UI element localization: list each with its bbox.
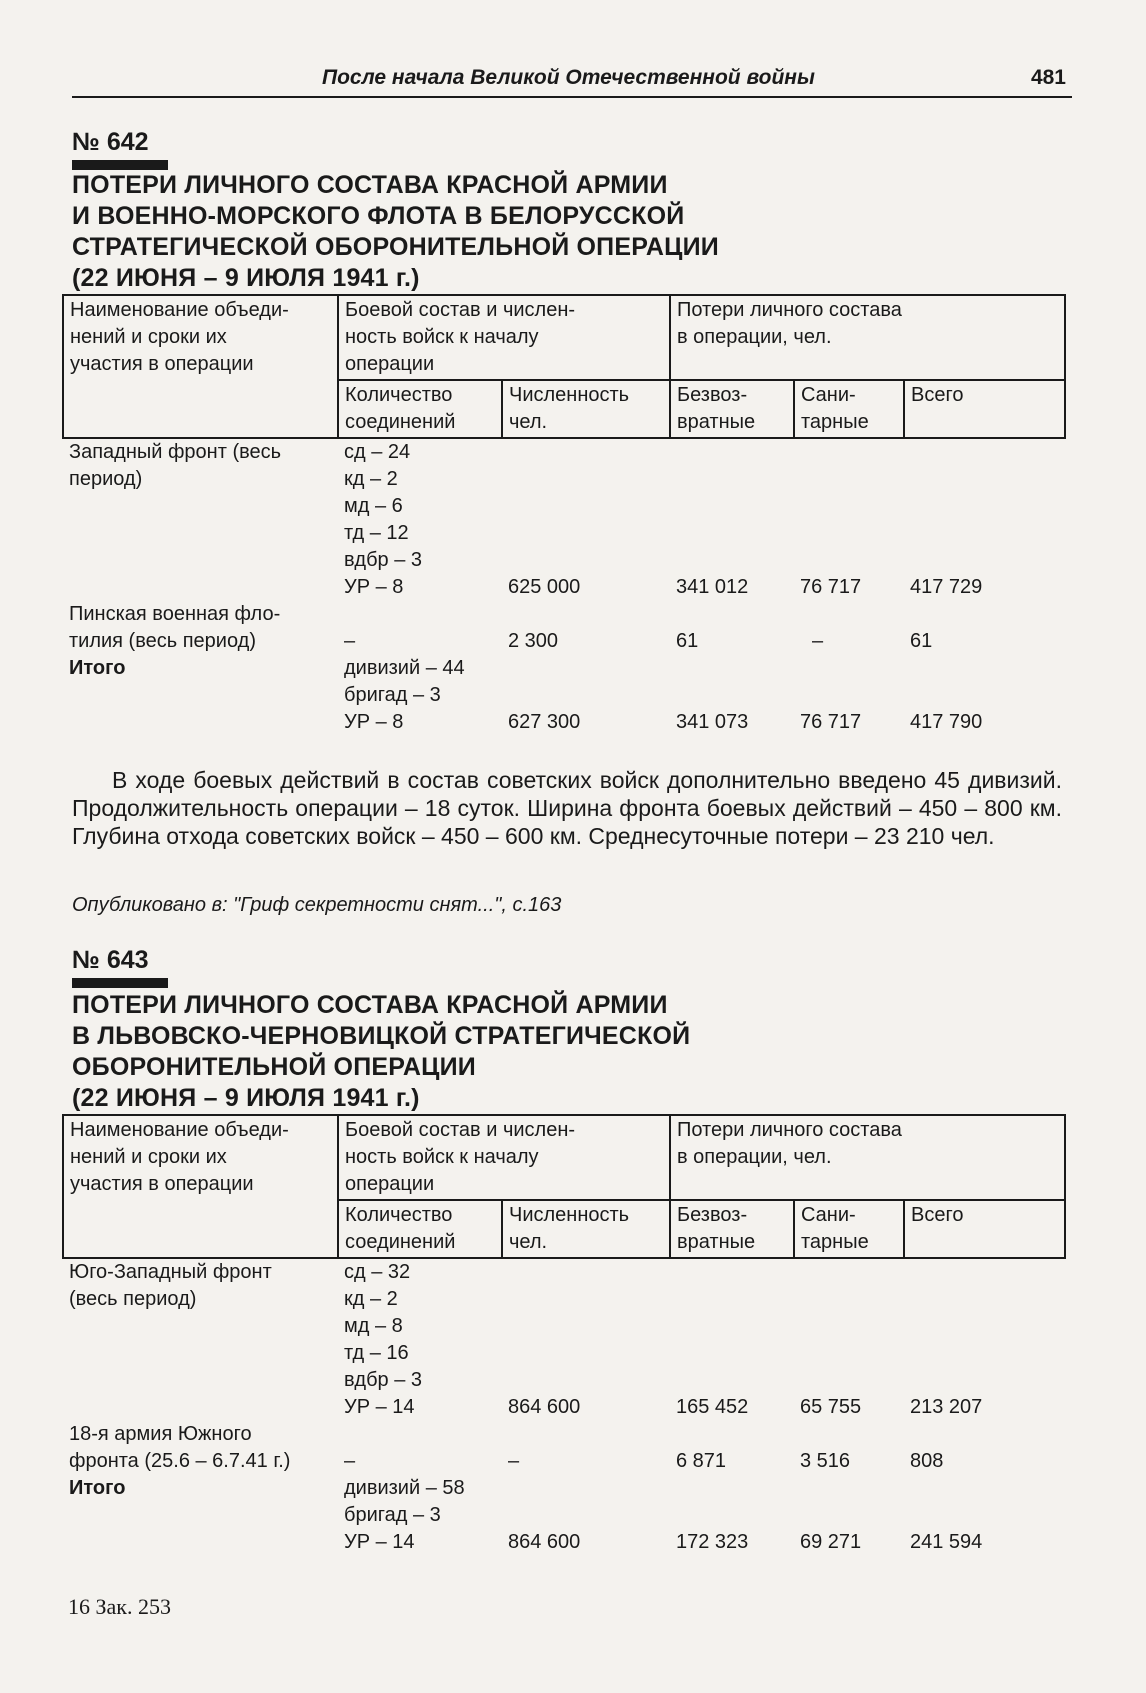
header-total: Всего	[904, 1200, 1065, 1258]
header-text: Боевой состав и числен-	[345, 1119, 576, 1141]
row-sanitary: 3 516	[800, 1450, 851, 1472]
header-text: Количество	[345, 1204, 453, 1226]
table-row	[63, 438, 1065, 601]
row-name	[63, 1421, 338, 1475]
row-total: 213 207	[910, 1396, 983, 1418]
header-text: Потери личного состава	[677, 299, 902, 321]
header-col-forces	[338, 295, 670, 380]
cell-text: кд – 2	[344, 1288, 398, 1310]
header-text: нений и сроки их	[70, 326, 227, 348]
doc-643-title	[72, 990, 690, 1114]
row-irrevocable: 165 452	[676, 1396, 749, 1418]
doc-642-paragraph: В ходе боевых действий в состав советских войск дополнительно введено 45 дивизий. Продолжительность операции – 18 суток. Ширина фронта боевых действий – 450 – 800 км. Глубина отхода советских войск – 450 – 600 км. Среднесуточные потери – 23 210 чел.	[72, 767, 1062, 849]
table-row	[63, 1421, 1065, 1475]
header-text: участия в операции	[70, 353, 254, 375]
header-text: чел.	[509, 1231, 548, 1253]
header-text: Боевой состав и числен-	[345, 299, 576, 321]
header-count	[338, 380, 502, 438]
cell-text: мд – 6	[344, 495, 403, 517]
header-text: Безвоз-	[677, 384, 748, 406]
doc-642-title-line: (22 ИЮНЯ – 9 ИЮЛЯ 1941 г.)	[72, 264, 420, 292]
row-strength: 2 300	[508, 630, 559, 652]
total-strength: 627 300	[508, 711, 581, 733]
doc-642-source: Опубликовано в: "Гриф секретности снят...", с.163	[72, 894, 562, 916]
doc-642-number: № 642	[72, 128, 149, 156]
doc-643-number: № 643	[72, 946, 149, 974]
header-text: Потери личного состава	[677, 1119, 902, 1141]
cell-text: вдбр – 3	[344, 549, 423, 571]
print-footer: 16 Зак. 253	[68, 1594, 171, 1619]
cell-text: УР – 8	[344, 711, 404, 733]
cell-text: УР – 14	[344, 1531, 415, 1553]
total-units	[338, 1475, 502, 1556]
header-text: операции	[345, 353, 435, 375]
row-units	[338, 438, 502, 601]
doc-643-table	[62, 1114, 1066, 1556]
cell-text: кд – 2	[344, 468, 398, 490]
row-sanitary: 76 717	[800, 576, 862, 598]
header-text: нений и сроки их	[70, 1146, 227, 1168]
total-sanitary: 76 717	[800, 711, 862, 733]
cell-text: УР – 8	[344, 576, 404, 598]
total-irrevocable: 172 323	[676, 1531, 749, 1553]
header-text: Безвоз-	[677, 1204, 748, 1226]
doc-642-table	[62, 294, 1066, 736]
doc-642-title-line: И ВОЕННО-МОРСКОГО ФЛОТА В БЕЛОРУССКОЙ	[72, 202, 685, 230]
table-header-row	[63, 1115, 1065, 1200]
header-text: ность войск к началу	[345, 326, 539, 348]
row-strength: 864 600	[508, 1396, 581, 1418]
cell-text: сд – 32	[344, 1261, 411, 1283]
header-text: соединений	[345, 1231, 456, 1253]
cell-text: период)	[69, 468, 143, 490]
header-text: Численность	[509, 384, 630, 406]
doc-643-title-line: ПОТЕРИ ЛИЧНОГО СОСТАВА КРАСНОЙ АРМИИ	[72, 991, 668, 1019]
cell-text: 18-я армия Южного	[69, 1423, 252, 1445]
doc-643-title-line: ОБОРОНИТЕЛЬНОЙ ОПЕРАЦИИ	[72, 1053, 476, 1081]
doc-642-title	[72, 170, 719, 294]
header-text: в операции, чел.	[677, 326, 832, 348]
cell-text: мд – 8	[344, 1315, 403, 1337]
row-total: 417 729	[910, 576, 983, 598]
total-label: Итого	[69, 657, 126, 679]
cell-text: вдбр – 3	[344, 1369, 423, 1391]
header-text: участия в операции	[70, 1173, 254, 1195]
row-strength: –	[508, 1450, 520, 1472]
cell-text: УР – 14	[344, 1396, 415, 1418]
cell-text: тд – 12	[344, 522, 409, 544]
row-total: 61	[910, 630, 933, 652]
table-total-row	[63, 1475, 1065, 1556]
header-text: чел.	[509, 411, 548, 433]
header-count	[338, 1200, 502, 1258]
header-strength	[502, 380, 670, 438]
row-strength: 625 000	[508, 576, 581, 598]
header-total: Всего	[904, 380, 1065, 438]
row-name	[63, 601, 338, 655]
row-name	[63, 1258, 338, 1421]
running-title: После начала Великой Отечественной войны	[322, 66, 815, 89]
row-sanitary: –	[812, 630, 824, 652]
total-units	[338, 655, 502, 736]
header-irrevocable	[670, 1200, 794, 1258]
header-text: вратные	[677, 411, 756, 433]
header-strength	[502, 1200, 670, 1258]
total-total: 417 790	[910, 711, 983, 733]
total-irrevocable: 341 073	[676, 711, 749, 733]
header-col-name	[63, 295, 338, 438]
total-strength: 864 600	[508, 1531, 581, 1553]
running-head	[72, 66, 1072, 98]
table-row	[63, 601, 1065, 655]
header-text: тарные	[801, 411, 869, 433]
table-header-row	[63, 295, 1065, 380]
cell-text: дивизий – 58	[344, 1477, 465, 1499]
total-label: Итого	[69, 1477, 126, 1499]
header-text: Наименование объеди-	[70, 299, 289, 321]
header-text: тарные	[801, 1231, 869, 1253]
doc-643-title-line: В ЛЬВОВСКО-ЧЕРНОВИЦКОЙ СТРАТЕГИЧЕСКОЙ	[72, 1022, 691, 1050]
header-col-losses	[670, 295, 1065, 380]
row-total: 808	[910, 1450, 944, 1472]
header-col-losses	[670, 1115, 1065, 1200]
row-irrevocable: 341 012	[676, 576, 749, 598]
doc-643-title-line: (22 ИЮНЯ – 9 ИЮЛЯ 1941 г.)	[72, 1084, 420, 1112]
header-sanitary	[794, 1200, 904, 1258]
cell-text: бригад – 3	[344, 1504, 441, 1526]
header-text: Количество	[345, 384, 453, 406]
row-irrevocable: 6 871	[676, 1450, 727, 1472]
row-irrevocable: 61	[676, 630, 699, 652]
header-text: Сани-	[801, 1204, 856, 1226]
row-units: –	[344, 630, 356, 652]
header-text: ность войск к началу	[345, 1146, 539, 1168]
doc-642-title-line: СТРАТЕГИЧЕСКОЙ ОБОРОНИТЕЛЬНОЙ ОПЕРАЦИИ	[72, 233, 719, 261]
cell-text: тд – 16	[344, 1342, 409, 1364]
row-name	[63, 438, 338, 601]
header-col-name	[63, 1115, 338, 1258]
header-text: Наименование объеди-	[70, 1119, 289, 1141]
header-text: вратные	[677, 1231, 756, 1253]
total-sanitary: 69 271	[800, 1531, 862, 1553]
table-row	[63, 1258, 1065, 1421]
cell-text: дивизий – 44	[344, 657, 465, 679]
header-text: соединений	[345, 411, 456, 433]
row-units	[338, 1258, 502, 1421]
header-sanitary	[794, 380, 904, 438]
row-sanitary: 65 755	[800, 1396, 862, 1418]
page-number: 481	[1030, 66, 1066, 89]
cell-text: сд – 24	[344, 441, 411, 463]
cell-text: фронта (25.6 – 6.7.41 г.)	[69, 1450, 291, 1472]
header-text: Численность	[509, 1204, 630, 1226]
header-col-forces	[338, 1115, 670, 1200]
header-irrevocable	[670, 380, 794, 438]
cell-text: Юго-Западный фронт	[69, 1261, 272, 1283]
row-units: –	[344, 1450, 356, 1472]
cell-text: бригад – 3	[344, 684, 441, 706]
cell-text: тилия (весь период)	[69, 630, 256, 652]
cell-text: Пинская военная фло-	[69, 603, 281, 625]
cell-text: Западный фронт (весь	[69, 441, 282, 463]
cell-text: (весь период)	[69, 1288, 197, 1310]
table-total-row	[63, 655, 1065, 736]
header-text: Сани-	[801, 384, 856, 406]
header-text: операции	[345, 1173, 435, 1195]
doc-642-bar	[72, 160, 168, 170]
header-text: в операции, чел.	[677, 1146, 832, 1168]
total-total: 241 594	[910, 1531, 983, 1553]
doc-642-title-line: ПОТЕРИ ЛИЧНОГО СОСТАВА КРАСНОЙ АРМИИ	[72, 171, 668, 199]
doc-643-bar	[72, 978, 168, 988]
